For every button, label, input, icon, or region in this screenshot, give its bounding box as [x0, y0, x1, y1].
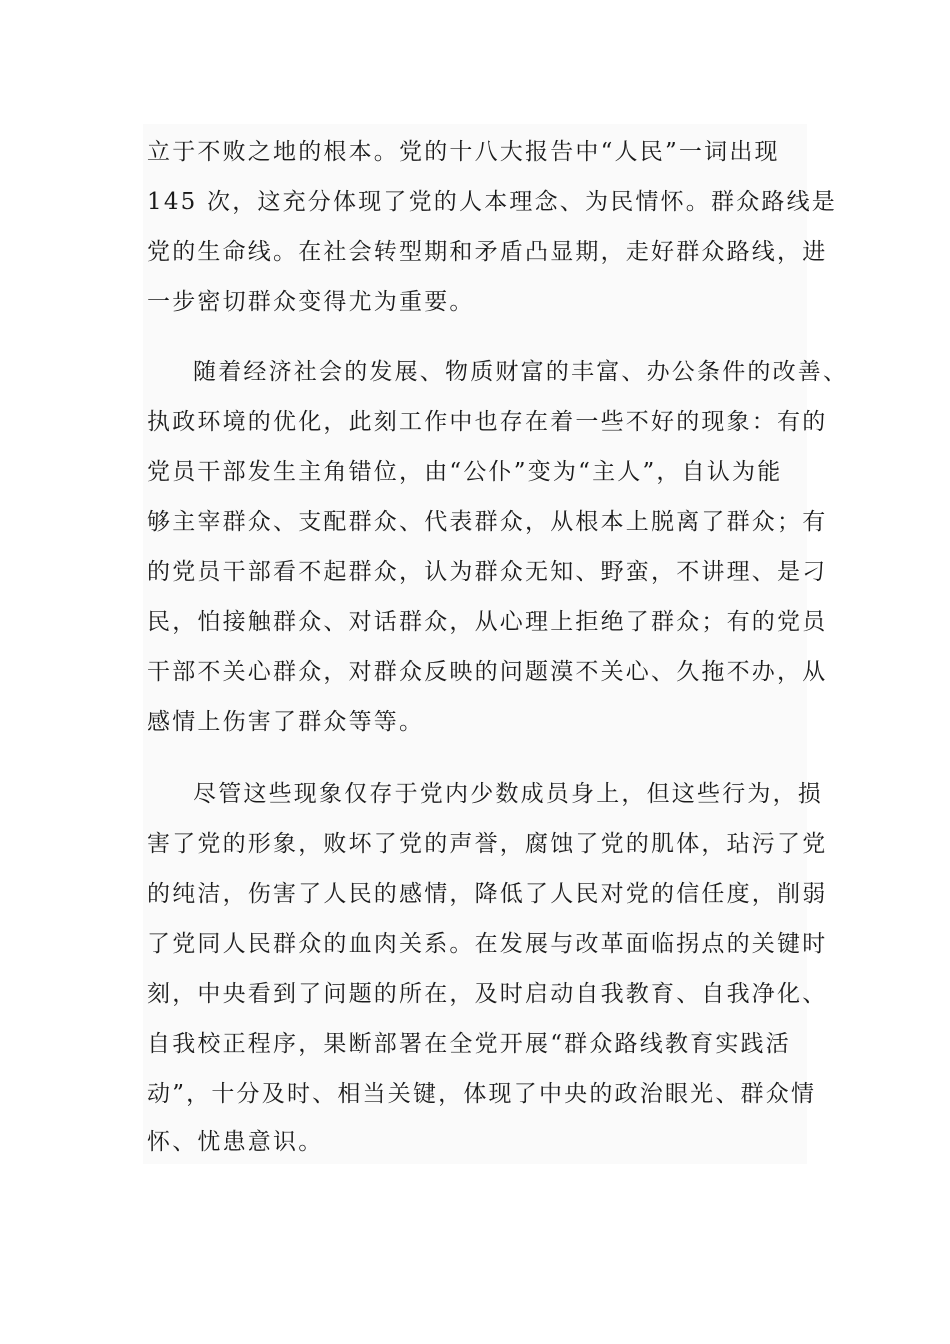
text-line: 党员干部发生主角错位，由“公仆”变为“主人”，自认为能 [147, 459, 783, 485]
text-line: 的纯洁，伤害了人民的感情，降低了人民对党的信任度，削弱 [147, 881, 828, 907]
text-line: 害了党的形象，败坏了党的声誉，腐蚀了党的肌体，玷污了党 [147, 831, 828, 857]
text-line: 145 次，这充分体现了党的人本理念、为民情怀。群众路线是 [147, 189, 838, 215]
text-line: 动”，十分及时、相当关键，体现了中央的政治眼光、群众情 [147, 1081, 817, 1107]
text-line: 尽管这些现象仅存于党内少数成员身上，但这些行为，损 [193, 781, 823, 807]
text-line: 党的生命线。在社会转型期和矛盾凸显期，走好群众路线，进 [147, 239, 828, 265]
document-page [143, 124, 849, 1164]
text-line: 感情上伤害了群众等等。 [147, 709, 425, 735]
text-line: 干部不关心群众，对群众反映的问题漠不关心、久拖不办，从 [147, 659, 828, 685]
text-line: 够主宰群众、支配群众、代表群众，从根本上脱离了群众；有 [147, 509, 828, 535]
text-line: 自我校正程序，果断部署在全党开展“群众路线教育实践活 [147, 1031, 791, 1057]
text-line: 一步密切群众变得尤为重要。 [147, 289, 475, 315]
text-line: 立于不败之地的根本。党的十八大报告中“人民”一词出现 [147, 139, 780, 165]
text-line: 执政环境的优化，此刻工作中也存在着一些不好的现象：有的 [147, 409, 828, 435]
text-line: 随着经济社会的发展、物质财富的丰富、办公条件的改善、 [193, 359, 849, 385]
text-line: 民，怕接触群众、对话群众，从心理上拒绝了群众；有的党员 [147, 609, 828, 635]
text-line: 了党同人民群众的血肉关系。在发展与改革面临拐点的关键时 [147, 931, 828, 957]
text-line: 怀、忧患意识。 [147, 1129, 324, 1155]
text-line: 的党员干部看不起群众，认为群众无知、野蛮，不讲理、是刁 [147, 559, 828, 585]
text-line: 刻，中央看到了问题的所在，及时启动自我教育、自我净化、 [147, 981, 828, 1007]
